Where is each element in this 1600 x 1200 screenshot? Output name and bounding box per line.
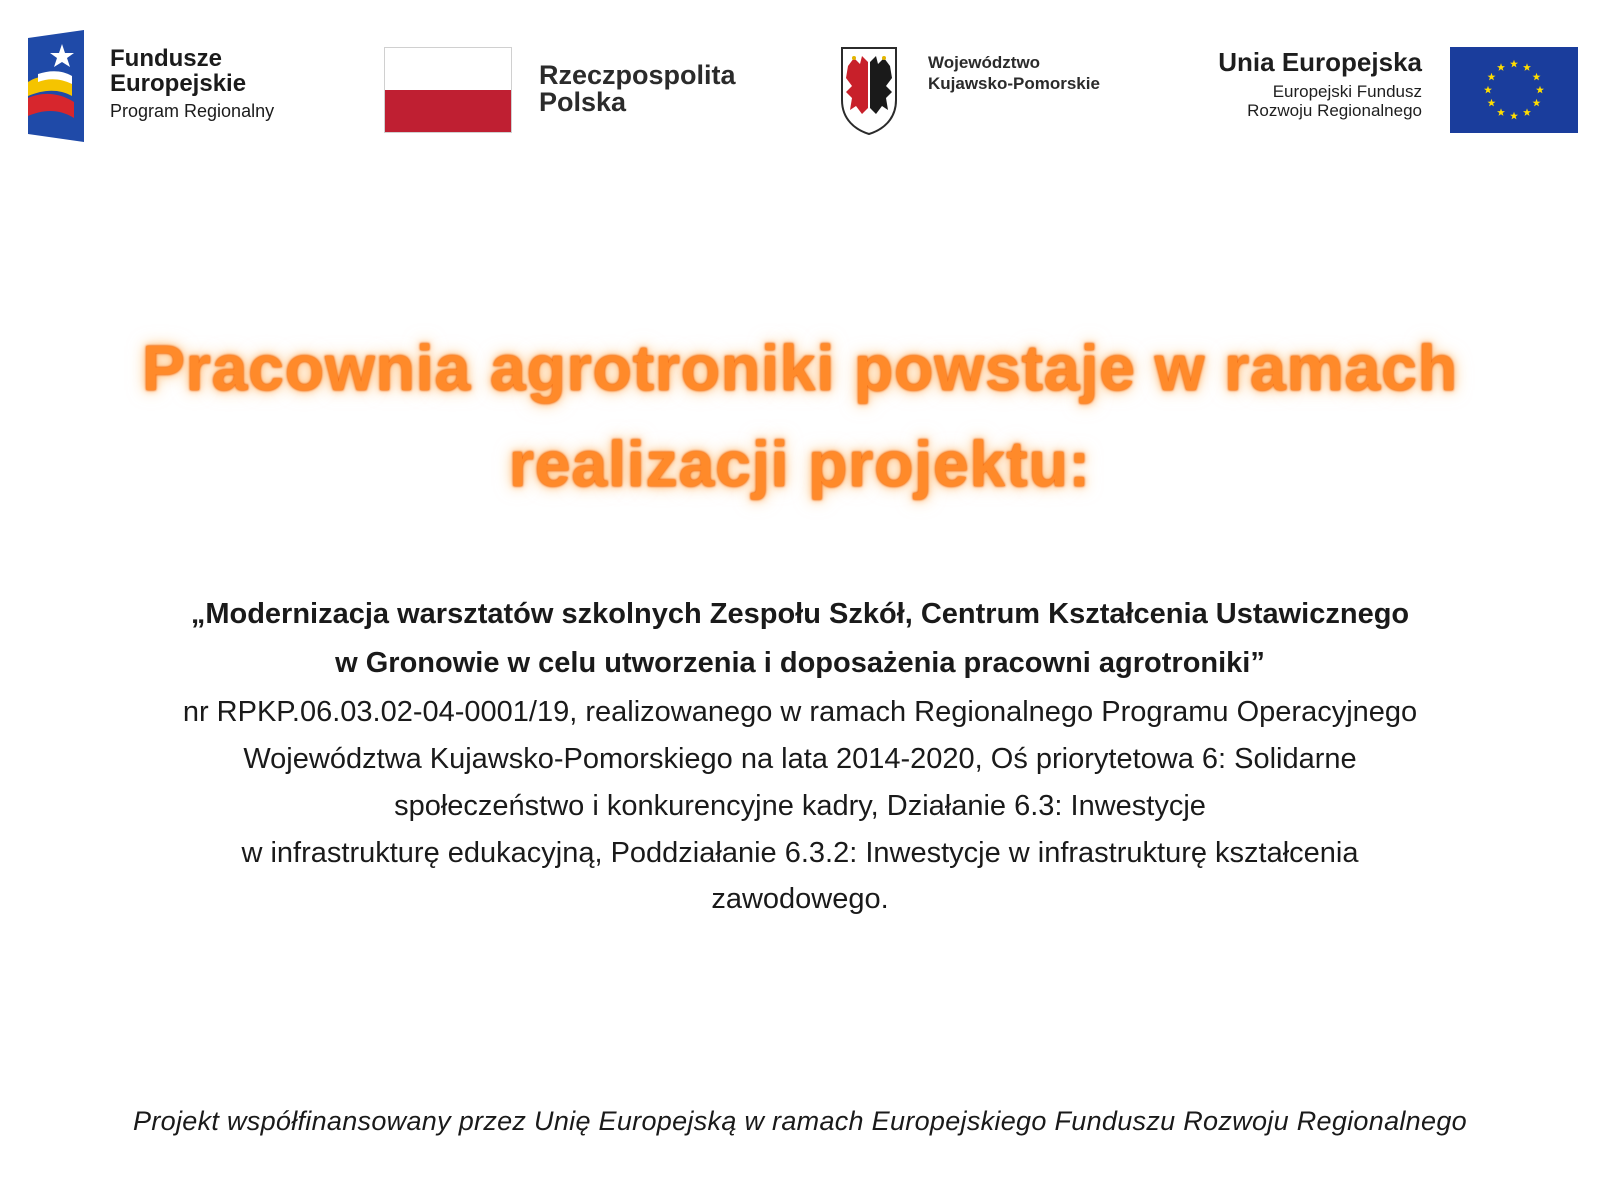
project-detail-line: nr RPKP.06.03.02-04-0001/19, realizowanego w ramach Regionalnego Programu Operacyjnego [182,695,1418,728]
project-title-line2: w Gronowie w celu utworzenia i doposażenia pracowni agrotroniki” [335,647,1265,680]
project-detail-line: Województwa Kujawsko-Pomorskiego na lata 2014-2020, Oś priorytetowa 6: Solidarne [243,742,1357,775]
fe-subtitle: Program Regionalny [110,101,275,122]
poland-flag-icon [384,47,512,133]
rp-line1: Rzeczpospolita [539,60,736,90]
wojewodztwo-text [928,52,1100,95]
logo-bar [0,0,1600,160]
unia-europejska-text [1218,48,1422,121]
ue-name: Unia Europejska [1218,47,1422,77]
heading-line2: realizacji projektu: [509,428,1091,500]
rp-line2: Polska [539,87,627,117]
wk-line1: Województwo [928,53,1041,72]
project-title [20,590,1580,689]
ue-sub-line1: Europejski Fundusz [1272,81,1422,101]
heading-line1: Pracownia agrotroniki powstaje w ramach [142,332,1458,404]
main-heading [40,320,1560,512]
project-detail-line: w infrastrukturę edukacyjną, Poddziałanie 6.3.2: Inwestycje w infrastrukturę kształcenia [241,836,1359,869]
rzeczpospolita-text [539,62,736,116]
poland-flag-white [385,48,511,90]
project-detail-line: społeczeństwo i konkurencyjne kadry, Działanie 6.3: Inwestycje [394,789,1206,822]
fe-name-line2: Europejskie [110,70,247,98]
wk-line2: Kujawsko-Pomorskie [928,74,1100,94]
ue-sub-line2: Rozwoju Regionalnego [1247,101,1422,121]
eu-flag-icon [1450,47,1578,133]
cofinancing-footer: Projekt współfinansowany przez Unię Europejską w ramach Europejskiego Funduszu Rozwoju Regionalnego [133,1106,1467,1136]
project-title-line1: „Modernizacja warsztatów szkolnych Zespołu Szkół, Centrum Kształcenia Ustawicznego [190,598,1410,630]
fundusze-europejskie-text [110,46,274,121]
kujawsko-pomorskie-crest-icon [840,44,898,136]
poland-flag-red [385,90,511,132]
fundusze-europejskie-star-icon [28,30,84,142]
project-detail-line: zawodowego. [711,883,889,916]
project-details [20,689,1580,924]
project-description [20,590,1580,923]
fe-name-line1: Fundusze [110,45,222,72]
